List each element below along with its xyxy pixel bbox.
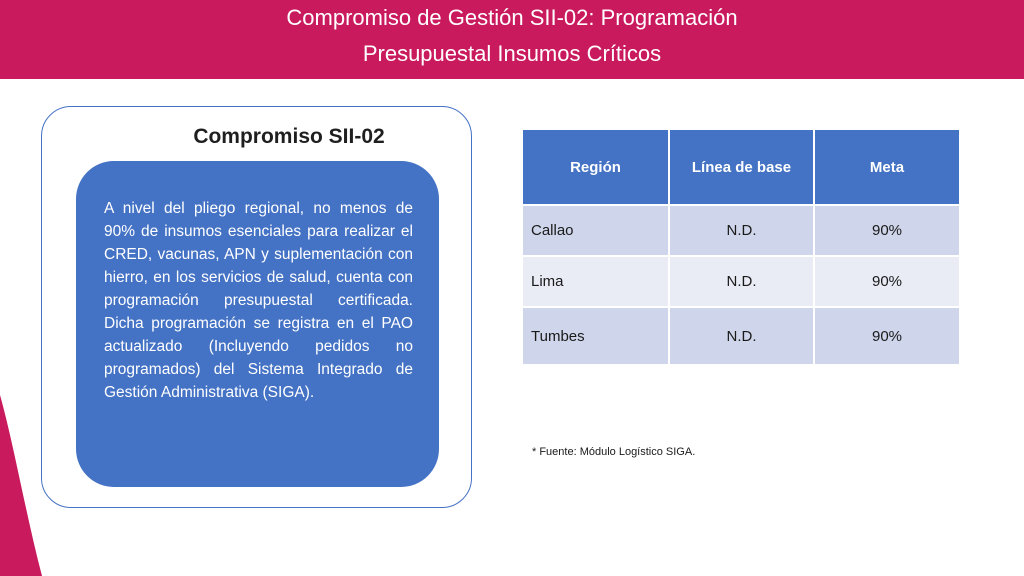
cell-baseline: N.D. [669,256,814,307]
commitment-card [41,106,472,508]
region-goals-table [523,130,959,364]
column-header-baseline: Línea de base [669,130,814,205]
cell-goal: 90% [814,307,959,364]
cell-goal: 90% [814,256,959,307]
commitment-description: A nivel del pliego regional, no menos de 90% de insumos esenciales para realizar el CRED, vacunas, APN y suplementación con hierro, en los servicios de salud, cuenta con programación presupuestal certificada. Dicha programación se registra en el PAO actualizado (Incluyendo pedidos no programados) del Sistema Integrado de Gestión Administrativa (SIGA). [104,200,413,401]
source-footnote: * Fuente: Módulo Logístico SIGA. [532,446,696,458]
cell-baseline: N.D. [669,205,814,256]
table-row [523,307,959,364]
table-row [523,205,959,256]
cell-region: Lima [523,256,669,307]
cell-goal: 90% [814,205,959,256]
slide-title-line2: Presupuestal Insumos Críticos [362,41,662,66]
commitment-description-box [76,161,439,487]
cell-baseline: N.D. [669,307,814,364]
column-header-goal: Meta [814,130,959,205]
decorative-accent-curve [0,395,46,576]
column-header-region: Región [523,130,669,205]
cell-region: Tumbes [523,307,669,364]
table-row [523,256,959,307]
cell-region: Callao [523,205,669,256]
slide-header [0,0,1024,79]
slide-title-line1: Compromiso de Gestión SII-02: Programación [286,5,738,30]
table-header-row [523,130,959,205]
commitment-title: Compromiso SII-02 [193,125,385,148]
